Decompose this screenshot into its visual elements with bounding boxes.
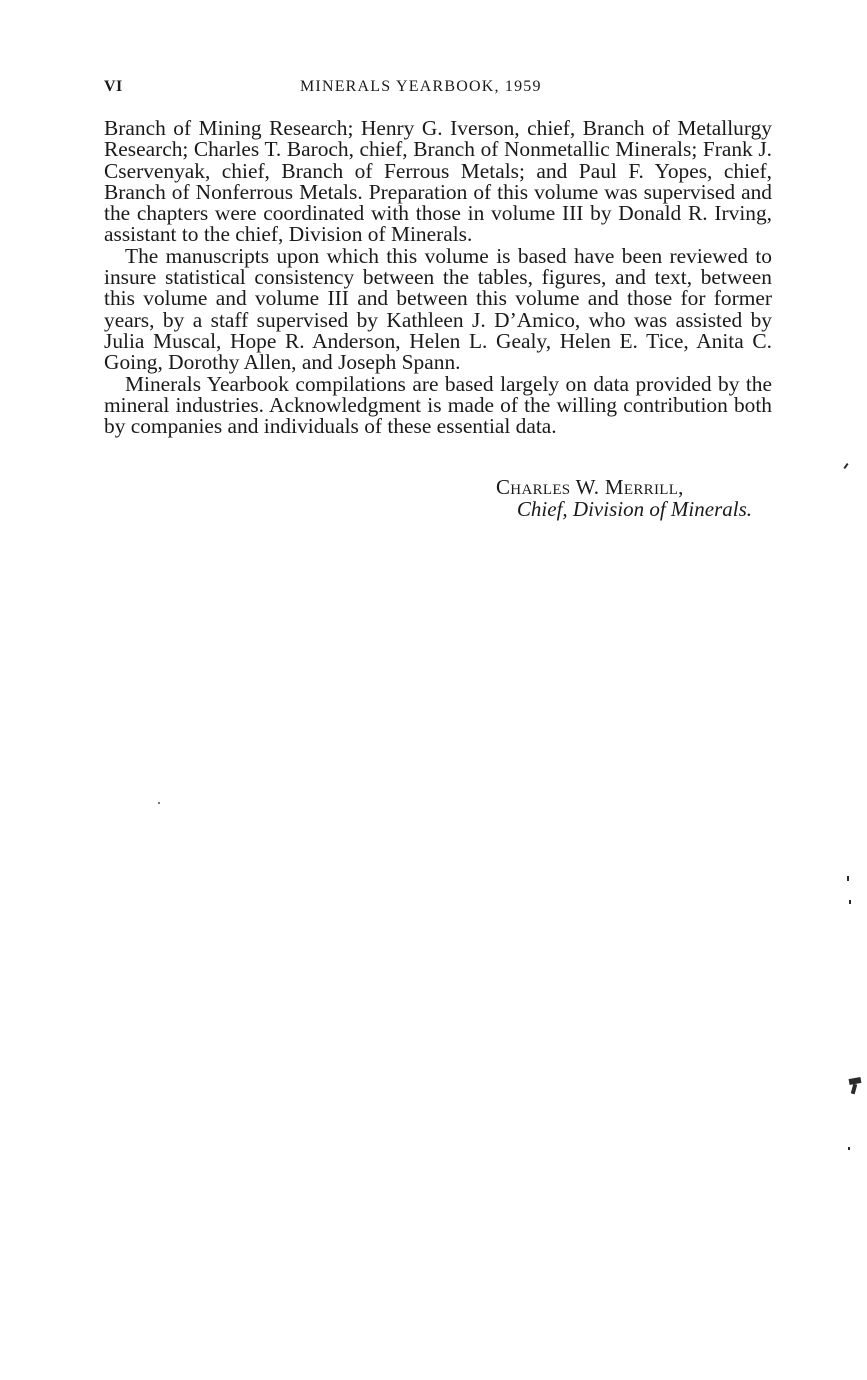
scan-speck: [851, 1084, 857, 1095]
scan-speck: [158, 802, 160, 804]
scan-speck: [848, 1147, 850, 1150]
scan-speck: [849, 900, 851, 904]
signer-title: Chief, Division of Minerals.: [516, 497, 752, 521]
paragraph-continued: Branch of Mining Research; Henry G. Iverson, chief, Branch of Metallurgy Research; Charles T. Baroch, chief, Branch of Nonmetallic Minerals; Frank J. Cservenyak, chief, Branch of Ferrous Metals; and Paul F. Yopes, chief, Branch of Nonferrous Metals. Preparation of this volume was supervised and the chapters were coordinated with those in volume III by Donald R. Irving, assistant to the chief, Division of Minerals.: [104, 116, 772, 247]
page-number: VI: [104, 78, 123, 95]
body-text: [104, 118, 772, 437]
running-header: [104, 78, 772, 102]
signature-block: [400, 476, 752, 520]
running-title: MINERALS YEARBOOK, 1959: [300, 78, 542, 95]
scan-speck: [847, 876, 849, 881]
paragraph-manuscripts: The manuscripts upon which this volume is based have been reviewed to insure statistical consistency between the tables, figures, and text, between this volume and volume III and between this volume and those for former years, by a staff supervised by Kathleen J. D’Amico, who was assisted by Julia Muscal, Hope R. Anderson, Helen L. Gealy, Helen E. Tice, Anita C. Going, Dorothy Allen, and Joseph Spann.: [104, 243, 772, 375]
scan-speck: [843, 463, 848, 469]
paragraph-acknowledgment: Minerals Yearbook compilations are based largely on data provided by the mineral industries. Acknowledgment is made of the willing contribution both by companies and individuals of these essential data.: [104, 371, 772, 439]
signer-name: Charles W. Merrill,: [496, 475, 684, 499]
